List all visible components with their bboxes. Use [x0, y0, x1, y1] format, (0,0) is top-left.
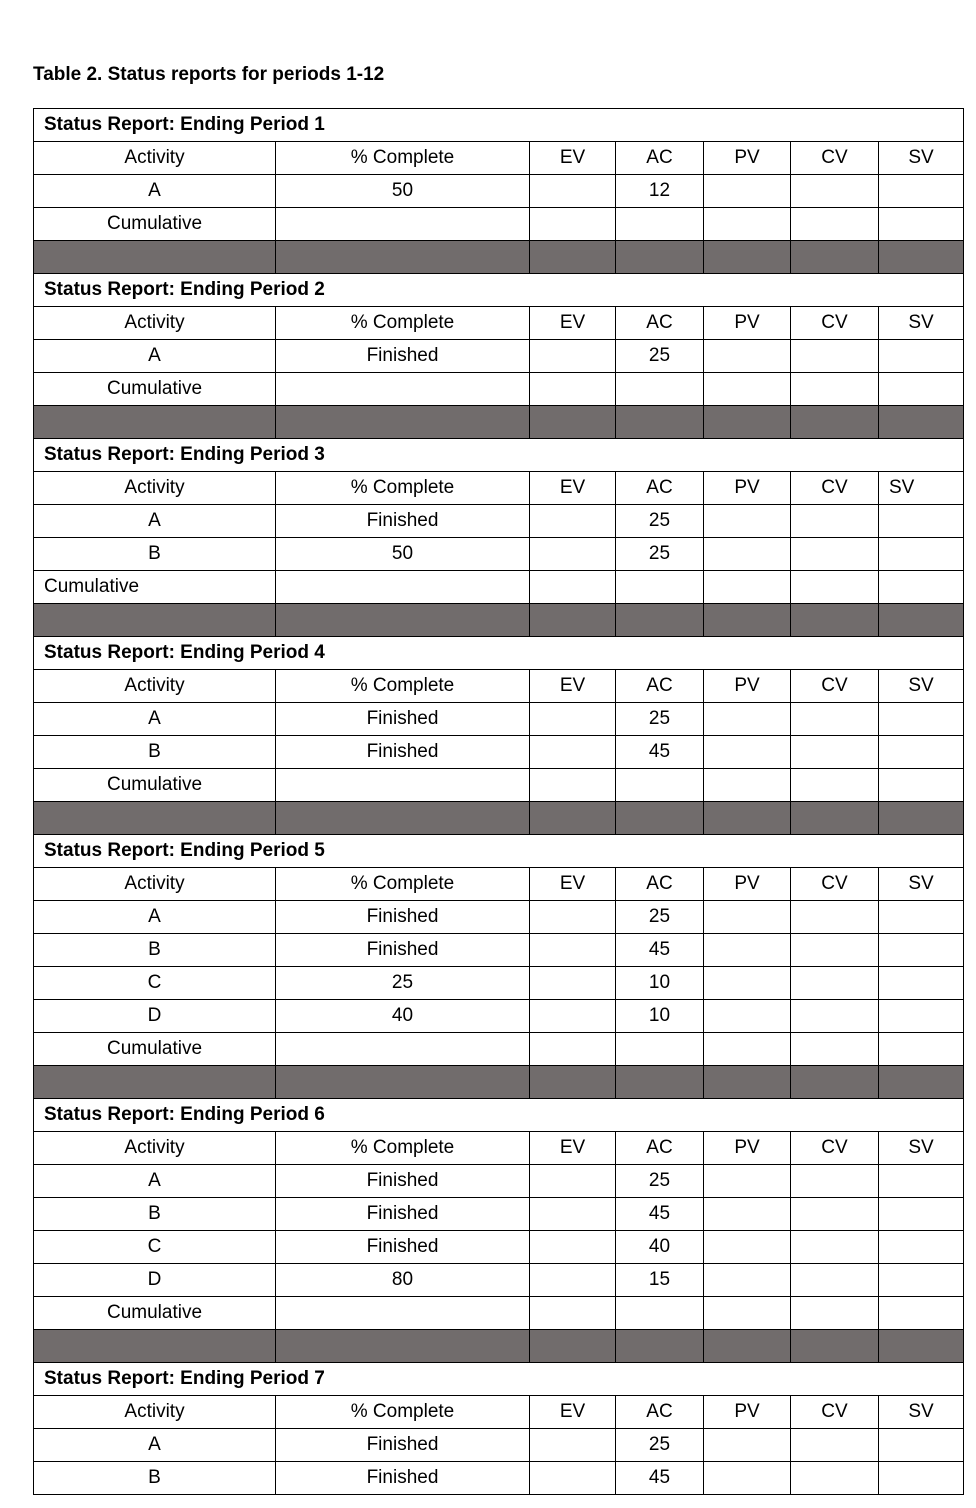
- separator-cell: [791, 241, 879, 274]
- header-cv: CV: [791, 670, 879, 703]
- separator-cell: [791, 406, 879, 439]
- cumulative-cell: [276, 1033, 530, 1066]
- activity-row: [34, 1429, 964, 1462]
- header-ev: EV: [530, 868, 616, 901]
- cell-ac: 25: [616, 1429, 704, 1462]
- cumulative-cell: [276, 373, 530, 406]
- cell-sv: [879, 538, 964, 571]
- cell-activity: A: [34, 703, 276, 736]
- cell-sv: [879, 934, 964, 967]
- activity-row: [34, 1000, 964, 1033]
- cell-activity: A: [34, 1429, 276, 1462]
- separator-row: [34, 241, 964, 274]
- separator-cell: [34, 241, 276, 274]
- cell-sv: [879, 1264, 964, 1297]
- cell-activity: B: [34, 1198, 276, 1231]
- cell-cv: [791, 901, 879, 934]
- header-activity: Activity: [34, 670, 276, 703]
- header-pct: % Complete: [276, 868, 530, 901]
- cell-sv: [879, 1165, 964, 1198]
- header-pct: % Complete: [276, 142, 530, 175]
- cell-ac: 45: [616, 1198, 704, 1231]
- separator-cell: [530, 406, 616, 439]
- cell-pv: [704, 901, 791, 934]
- report-title-row: [34, 274, 964, 307]
- separator-cell: [34, 604, 276, 637]
- header-activity: Activity: [34, 868, 276, 901]
- cell-pv: [704, 1462, 791, 1495]
- cell-pct: Finished: [276, 1198, 530, 1231]
- cumulative-cell: [879, 1297, 964, 1330]
- separator-cell: [530, 802, 616, 835]
- header-sv: SV: [879, 1396, 964, 1429]
- cumulative-cell: [276, 208, 530, 241]
- header-sv: SV: [879, 670, 964, 703]
- cell-ac: 25: [616, 703, 704, 736]
- separator-cell: [276, 1066, 530, 1099]
- cell-cv: [791, 967, 879, 1000]
- header-ac: AC: [616, 670, 704, 703]
- cumulative-cell: [616, 373, 704, 406]
- table-caption: Table 2. Status reports for periods 1-12: [33, 64, 385, 85]
- status-reports-body: [34, 109, 964, 1495]
- cumulative-cell: [704, 373, 791, 406]
- header-ev: EV: [530, 472, 616, 505]
- cell-ac: 25: [616, 901, 704, 934]
- cell-ev: [530, 175, 616, 208]
- cell-ev: [530, 505, 616, 538]
- header-sv: SV: [879, 868, 964, 901]
- report-title: Status Report: Ending Period 1: [34, 109, 964, 142]
- cell-ev: [530, 934, 616, 967]
- cell-sv: [879, 505, 964, 538]
- cumulative-cell: [276, 1297, 530, 1330]
- header-cv: CV: [791, 142, 879, 175]
- cell-cv: [791, 175, 879, 208]
- cell-activity: B: [34, 538, 276, 571]
- cell-ac: 40: [616, 1231, 704, 1264]
- header-activity: Activity: [34, 472, 276, 505]
- separator-cell: [879, 1330, 964, 1363]
- cumulative-label: Cumulative: [34, 1297, 276, 1330]
- separator-cell: [879, 241, 964, 274]
- cumulative-cell: [616, 571, 704, 604]
- header-ac: AC: [616, 472, 704, 505]
- cell-pct: 40: [276, 1000, 530, 1033]
- cell-ac: 10: [616, 967, 704, 1000]
- header-activity: Activity: [34, 142, 276, 175]
- activity-row: [34, 967, 964, 1000]
- cumulative-row: [34, 208, 964, 241]
- separator-cell: [530, 1330, 616, 1363]
- activity-row: [34, 340, 964, 373]
- cell-activity: B: [34, 934, 276, 967]
- cumulative-cell: [530, 208, 616, 241]
- header-ev: EV: [530, 307, 616, 340]
- cumulative-cell: [791, 1033, 879, 1066]
- report-title: Status Report: Ending Period 4: [34, 637, 964, 670]
- cell-pv: [704, 505, 791, 538]
- report-title: Status Report: Ending Period 5: [34, 835, 964, 868]
- separator-cell: [791, 1330, 879, 1363]
- header-ac: AC: [616, 1132, 704, 1165]
- header-row: [34, 472, 964, 505]
- cell-sv: [879, 703, 964, 736]
- header-pct: % Complete: [276, 472, 530, 505]
- activity-row: [34, 934, 964, 967]
- header-pv: PV: [704, 670, 791, 703]
- cumulative-cell: [530, 769, 616, 802]
- cumulative-row: [34, 571, 964, 604]
- activity-row: [34, 1462, 964, 1495]
- activity-row: [34, 901, 964, 934]
- cell-ev: [530, 1429, 616, 1462]
- separator-cell: [276, 241, 530, 274]
- header-ev: EV: [530, 670, 616, 703]
- activity-row: [34, 538, 964, 571]
- cell-ac: 25: [616, 505, 704, 538]
- status-reports-table: [33, 108, 964, 1495]
- separator-cell: [704, 406, 791, 439]
- cumulative-row: [34, 1033, 964, 1066]
- cell-ac: 10: [616, 1000, 704, 1033]
- cumulative-cell: [879, 571, 964, 604]
- cell-pct: 25: [276, 967, 530, 1000]
- cell-ev: [530, 1000, 616, 1033]
- cell-activity: A: [34, 901, 276, 934]
- cell-ac: 45: [616, 934, 704, 967]
- cumulative-cell: [879, 1033, 964, 1066]
- cumulative-cell: [616, 208, 704, 241]
- cell-pv: [704, 1429, 791, 1462]
- header-pv: PV: [704, 868, 791, 901]
- cell-activity: A: [34, 505, 276, 538]
- cell-cv: [791, 1462, 879, 1495]
- header-row: [34, 142, 964, 175]
- cell-cv: [791, 736, 879, 769]
- header-pv: PV: [704, 307, 791, 340]
- cell-ev: [530, 1198, 616, 1231]
- report-title-row: [34, 835, 964, 868]
- cumulative-cell: [791, 769, 879, 802]
- cell-ev: [530, 736, 616, 769]
- separator-cell: [704, 1066, 791, 1099]
- cell-ev: [530, 967, 616, 1000]
- cell-activity: B: [34, 736, 276, 769]
- cumulative-label: Cumulative: [34, 373, 276, 406]
- header-sv: SV: [879, 307, 964, 340]
- cumulative-cell: [791, 208, 879, 241]
- cumulative-label: Cumulative: [34, 208, 276, 241]
- header-sv: SV: [879, 142, 964, 175]
- header-ev: EV: [530, 142, 616, 175]
- cell-activity: C: [34, 967, 276, 1000]
- separator-cell: [791, 802, 879, 835]
- cumulative-cell: [791, 373, 879, 406]
- cell-activity: D: [34, 1264, 276, 1297]
- cumulative-row: [34, 373, 964, 406]
- separator-cell: [530, 1066, 616, 1099]
- header-ac: AC: [616, 1396, 704, 1429]
- header-sv: SV: [879, 472, 964, 505]
- header-row: [34, 670, 964, 703]
- cell-ev: [530, 1231, 616, 1264]
- report-title: Status Report: Ending Period 2: [34, 274, 964, 307]
- separator-cell: [879, 406, 964, 439]
- cell-sv: [879, 736, 964, 769]
- cell-ac: 25: [616, 340, 704, 373]
- cumulative-cell: [276, 769, 530, 802]
- cell-pv: [704, 340, 791, 373]
- header-pv: PV: [704, 472, 791, 505]
- cell-cv: [791, 1231, 879, 1264]
- report-title-row: [34, 109, 964, 142]
- header-activity: Activity: [34, 1132, 276, 1165]
- cumulative-cell: [879, 769, 964, 802]
- separator-cell: [616, 241, 704, 274]
- cell-pct: 50: [276, 175, 530, 208]
- separator-cell: [616, 1330, 704, 1363]
- cell-cv: [791, 1198, 879, 1231]
- cell-pct: Finished: [276, 901, 530, 934]
- header-ev: EV: [530, 1396, 616, 1429]
- cumulative-cell: [704, 769, 791, 802]
- report-title: Status Report: Ending Period 6: [34, 1099, 964, 1132]
- separator-cell: [616, 1066, 704, 1099]
- cumulative-cell: [530, 1033, 616, 1066]
- separator-row: [34, 1330, 964, 1363]
- separator-cell: [879, 604, 964, 637]
- cell-cv: [791, 340, 879, 373]
- cell-sv: [879, 1000, 964, 1033]
- cumulative-cell: [879, 373, 964, 406]
- cumulative-cell: [276, 571, 530, 604]
- cell-ev: [530, 340, 616, 373]
- cell-ac: 15: [616, 1264, 704, 1297]
- header-ac: AC: [616, 868, 704, 901]
- cell-cv: [791, 1000, 879, 1033]
- cumulative-cell: [616, 1297, 704, 1330]
- cumulative-cell: [530, 1297, 616, 1330]
- separator-cell: [616, 802, 704, 835]
- activity-row: [34, 703, 964, 736]
- cell-ac: 45: [616, 736, 704, 769]
- cumulative-cell: [530, 571, 616, 604]
- separator-cell: [791, 1066, 879, 1099]
- cell-pct: Finished: [276, 703, 530, 736]
- cell-ev: [530, 1462, 616, 1495]
- separator-cell: [879, 802, 964, 835]
- cell-pv: [704, 538, 791, 571]
- cumulative-cell: [704, 1297, 791, 1330]
- report-title: Status Report: Ending Period 7: [34, 1363, 964, 1396]
- cell-pv: [704, 736, 791, 769]
- cell-pct: Finished: [276, 934, 530, 967]
- cumulative-cell: [879, 208, 964, 241]
- header-row: [34, 868, 964, 901]
- cell-pv: [704, 703, 791, 736]
- cell-ev: [530, 901, 616, 934]
- cell-ac: 25: [616, 1165, 704, 1198]
- separator-cell: [276, 406, 530, 439]
- separator-row: [34, 1066, 964, 1099]
- separator-cell: [704, 1330, 791, 1363]
- activity-row: [34, 505, 964, 538]
- cell-activity: C: [34, 1231, 276, 1264]
- header-ac: AC: [616, 307, 704, 340]
- cell-cv: [791, 1429, 879, 1462]
- cell-cv: [791, 1264, 879, 1297]
- separator-cell: [704, 241, 791, 274]
- cell-sv: [879, 1198, 964, 1231]
- separator-cell: [530, 241, 616, 274]
- cell-ac: 12: [616, 175, 704, 208]
- activity-row: [34, 1264, 964, 1297]
- separator-cell: [34, 802, 276, 835]
- activity-row: [34, 736, 964, 769]
- header-cv: CV: [791, 1132, 879, 1165]
- cell-activity: A: [34, 340, 276, 373]
- cell-ev: [530, 1165, 616, 1198]
- cell-cv: [791, 1165, 879, 1198]
- cell-pv: [704, 1165, 791, 1198]
- separator-cell: [276, 1330, 530, 1363]
- cell-pct: Finished: [276, 1165, 530, 1198]
- cumulative-cell: [704, 571, 791, 604]
- header-cv: CV: [791, 307, 879, 340]
- cumulative-cell: [791, 1297, 879, 1330]
- cumulative-cell: [704, 1033, 791, 1066]
- header-cv: CV: [791, 1396, 879, 1429]
- cell-sv: [879, 967, 964, 1000]
- cumulative-cell: [616, 769, 704, 802]
- header-row: [34, 1396, 964, 1429]
- cell-ev: [530, 703, 616, 736]
- separator-cell: [276, 604, 530, 637]
- header-pct: % Complete: [276, 1396, 530, 1429]
- report-title-row: [34, 439, 964, 472]
- cell-pct: Finished: [276, 1462, 530, 1495]
- cell-pct: Finished: [276, 1429, 530, 1462]
- header-row: [34, 307, 964, 340]
- header-ac: AC: [616, 142, 704, 175]
- cell-activity: A: [34, 175, 276, 208]
- header-pct: % Complete: [276, 1132, 530, 1165]
- header-ev: EV: [530, 1132, 616, 1165]
- cell-pv: [704, 967, 791, 1000]
- cell-sv: [879, 1462, 964, 1495]
- activity-row: [34, 1231, 964, 1264]
- separator-row: [34, 802, 964, 835]
- header-sv: SV: [879, 1132, 964, 1165]
- separator-cell: [34, 406, 276, 439]
- cell-ev: [530, 1264, 616, 1297]
- cell-pv: [704, 175, 791, 208]
- cell-pct: Finished: [276, 505, 530, 538]
- separator-row: [34, 604, 964, 637]
- cell-pv: [704, 1198, 791, 1231]
- separator-cell: [616, 604, 704, 637]
- separator-cell: [34, 1330, 276, 1363]
- cumulative-cell: [791, 571, 879, 604]
- cell-activity: A: [34, 1165, 276, 1198]
- cell-pct: 80: [276, 1264, 530, 1297]
- header-pct: % Complete: [276, 307, 530, 340]
- cell-pct: 50: [276, 538, 530, 571]
- cumulative-label: Cumulative: [34, 1033, 276, 1066]
- cumulative-label: Cumulative: [34, 769, 276, 802]
- separator-cell: [616, 406, 704, 439]
- cell-pct: Finished: [276, 1231, 530, 1264]
- cell-pct: Finished: [276, 340, 530, 373]
- separator-cell: [791, 604, 879, 637]
- header-activity: Activity: [34, 1396, 276, 1429]
- cumulative-cell: [704, 208, 791, 241]
- cumulative-row: [34, 1297, 964, 1330]
- cumulative-label: Cumulative: [34, 571, 276, 604]
- cumulative-row: [34, 769, 964, 802]
- separator-row: [34, 406, 964, 439]
- cell-sv: [879, 1429, 964, 1462]
- separator-cell: [704, 604, 791, 637]
- separator-cell: [530, 604, 616, 637]
- report-title-row: [34, 1363, 964, 1396]
- cumulative-cell: [530, 373, 616, 406]
- cell-cv: [791, 703, 879, 736]
- separator-cell: [704, 802, 791, 835]
- header-row: [34, 1132, 964, 1165]
- header-activity: Activity: [34, 307, 276, 340]
- header-pv: PV: [704, 1132, 791, 1165]
- cell-cv: [791, 505, 879, 538]
- cell-pv: [704, 1000, 791, 1033]
- cell-cv: [791, 538, 879, 571]
- cell-pv: [704, 1231, 791, 1264]
- cell-sv: [879, 340, 964, 373]
- cell-cv: [791, 934, 879, 967]
- cell-sv: [879, 175, 964, 208]
- cell-sv: [879, 901, 964, 934]
- separator-cell: [34, 1066, 276, 1099]
- activity-row: [34, 175, 964, 208]
- activity-row: [34, 1165, 964, 1198]
- report-title-row: [34, 1099, 964, 1132]
- cell-activity: D: [34, 1000, 276, 1033]
- separator-cell: [276, 802, 530, 835]
- cell-pv: [704, 934, 791, 967]
- header-pv: PV: [704, 142, 791, 175]
- cell-pct: Finished: [276, 736, 530, 769]
- cell-ev: [530, 538, 616, 571]
- cell-sv: [879, 1231, 964, 1264]
- cell-pv: [704, 1264, 791, 1297]
- header-pv: PV: [704, 1396, 791, 1429]
- header-cv: CV: [791, 472, 879, 505]
- cell-activity: B: [34, 1462, 276, 1495]
- cell-ac: 45: [616, 1462, 704, 1495]
- report-title-row: [34, 637, 964, 670]
- header-pct: % Complete: [276, 670, 530, 703]
- cell-ac: 25: [616, 538, 704, 571]
- separator-cell: [879, 1066, 964, 1099]
- activity-row: [34, 1198, 964, 1231]
- report-title: Status Report: Ending Period 3: [34, 439, 964, 472]
- cumulative-cell: [616, 1033, 704, 1066]
- header-cv: CV: [791, 868, 879, 901]
